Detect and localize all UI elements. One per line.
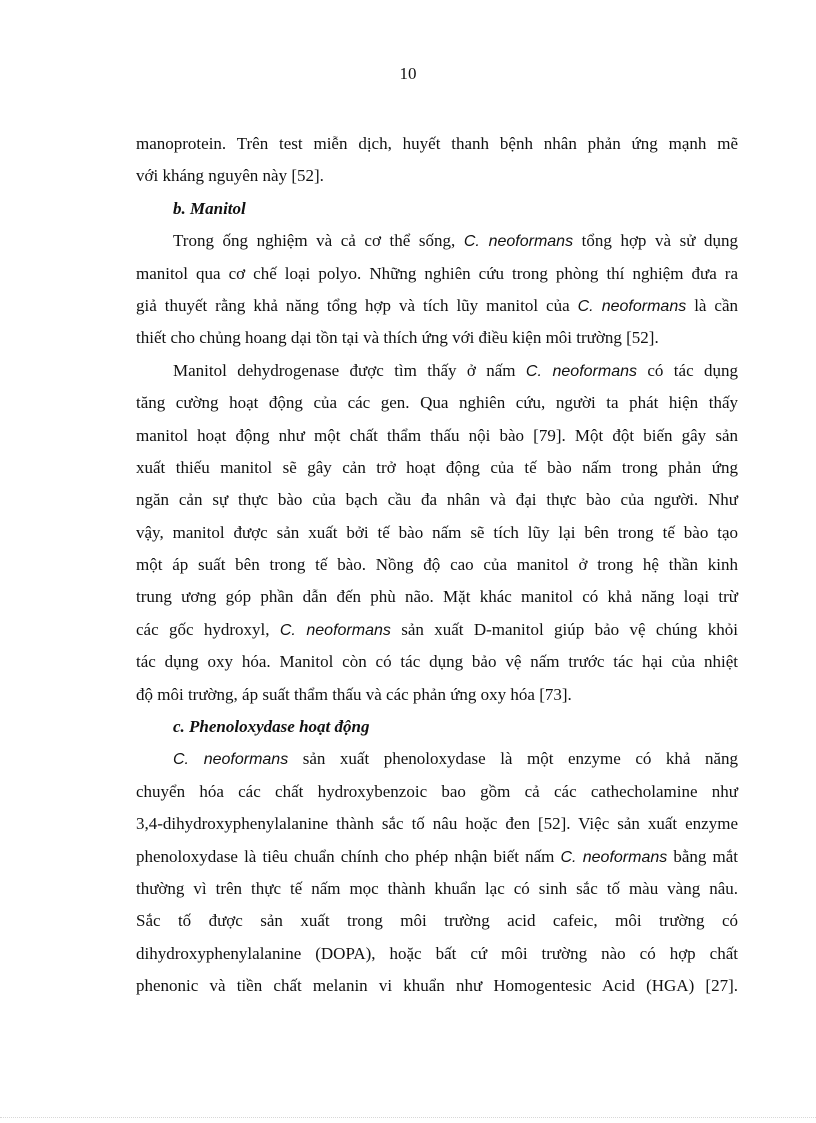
body-line: vậy, manitol được sản xuất bởi tế bào nấm sẽ tích lũy lại bên trong tế bào tạo — [136, 522, 738, 542]
page-number: 10 — [399, 64, 417, 83]
body-line: manitol hoạt động như một chất thẩm thấu nội bào [79]. Một đột biến gây sản — [136, 425, 738, 445]
section-heading-manitol: b. Manitol — [173, 198, 246, 218]
body-line: manoprotein. Trên test miễn dịch, huyết thanh bệnh nhân phản ứng mạnh mẽ — [136, 134, 738, 153]
body-line: phenonic và tiền chất melanin vi khuẩn như Homogentesic Acid (HGA) [27]. — [136, 976, 738, 996]
species-name: C. neoformans — [463, 233, 574, 251]
body-line: Trong ống nghiệm và cả cơ thể sống, C. neoformans tổng hợp và sử dụng — [173, 231, 739, 251]
body-line: C. neoformans sản xuất phenoloxydase là một enzyme có khả năng — [173, 749, 739, 769]
body-line: giả thuyết rằng khả năng tổng hợp và tích lũy manitol của C. neoformans là cần — [136, 295, 739, 315]
body-line: trung ương góp phần dẫn đến phù não. Mặt khác manitol có khả năng loại trừ — [136, 587, 738, 607]
species-name: C. neoformans — [173, 751, 289, 769]
body-line: xuất thiếu manitol sẽ gây cản trở hoạt động của tế bào nấm trong phản ứng — [136, 457, 738, 477]
body-line: ngăn cản sự thực bào của bạch cầu đa nhân và đại thực bào của người. Như — [136, 490, 738, 510]
body-line: tăng cường hoạt động của các gen. Qua nghiên cứu, người ta phát hiện thấy — [136, 393, 738, 413]
body-line: các gốc hydroxyl, C. neoformans sản xuất D-manitol giúp bảo vệ chúng khỏi — [136, 619, 738, 639]
body-line: tác dụng oxy hóa. Manitol còn có tác dụng bảo vệ nấm trước tác hại của nhiệt — [136, 652, 738, 672]
body-line: manitol qua cơ chế loại polyo. Những nghiên cứu trong phòng thí nghiệm đưa ra — [136, 263, 738, 283]
body-line: thiết cho chủng hoang dại tồn tại và thích ứng với điều kiện môi trường [52]. — [136, 328, 659, 348]
body-line: độ môi trường, áp suất thẩm thấu và các phản ứng oxy hóa [73]. — [136, 684, 572, 704]
body-line: chuyển hóa các chất hydroxybenzoic bao gồm cả các cathecholamine như — [136, 781, 738, 801]
body-line: phenoloxydase là tiêu chuẩn chính cho phép nhận biết nấm C. neoformans bằng mắt — [136, 846, 738, 866]
species-name: C. neoformans — [560, 848, 668, 866]
body-line: Manitol dehydrogenase được tìm thấy ở nấm C. neoformans có tác dụng — [173, 360, 739, 380]
body-line: một áp suất bên trong tế bào. Nồng độ cao của manitol ở trong hệ thần kinh — [136, 555, 738, 575]
body-line: với kháng nguyên này [52]. — [136, 166, 324, 186]
body-line: 3,4-dihydroxyphenylalanine thành sắc tố nâu hoặc đen [52]. Việc sản xuất enzyme — [136, 814, 738, 834]
section-heading-phenoloxydase: c. Phenoloxydase hoạt động — [173, 717, 370, 737]
body-line: Sắc tố được sản xuất trong môi trường acid cafeic, môi trường có — [136, 911, 738, 931]
body-line: dihydroxyphenylalanine (DOPA), hoặc bất cứ môi trường nào có hợp chất — [136, 943, 738, 963]
species-name: C. neoformans — [525, 362, 637, 380]
body-line: thường vì trên thực tế nấm mọc thành khuẩn lạc có sinh sắc tố màu vàng nâu. — [136, 878, 738, 898]
species-name: C. neoformans — [279, 621, 391, 639]
document-body — [136, 128, 738, 1003]
page-bottom-rule — [0, 1117, 816, 1118]
species-name: C. neoformans — [577, 297, 687, 315]
